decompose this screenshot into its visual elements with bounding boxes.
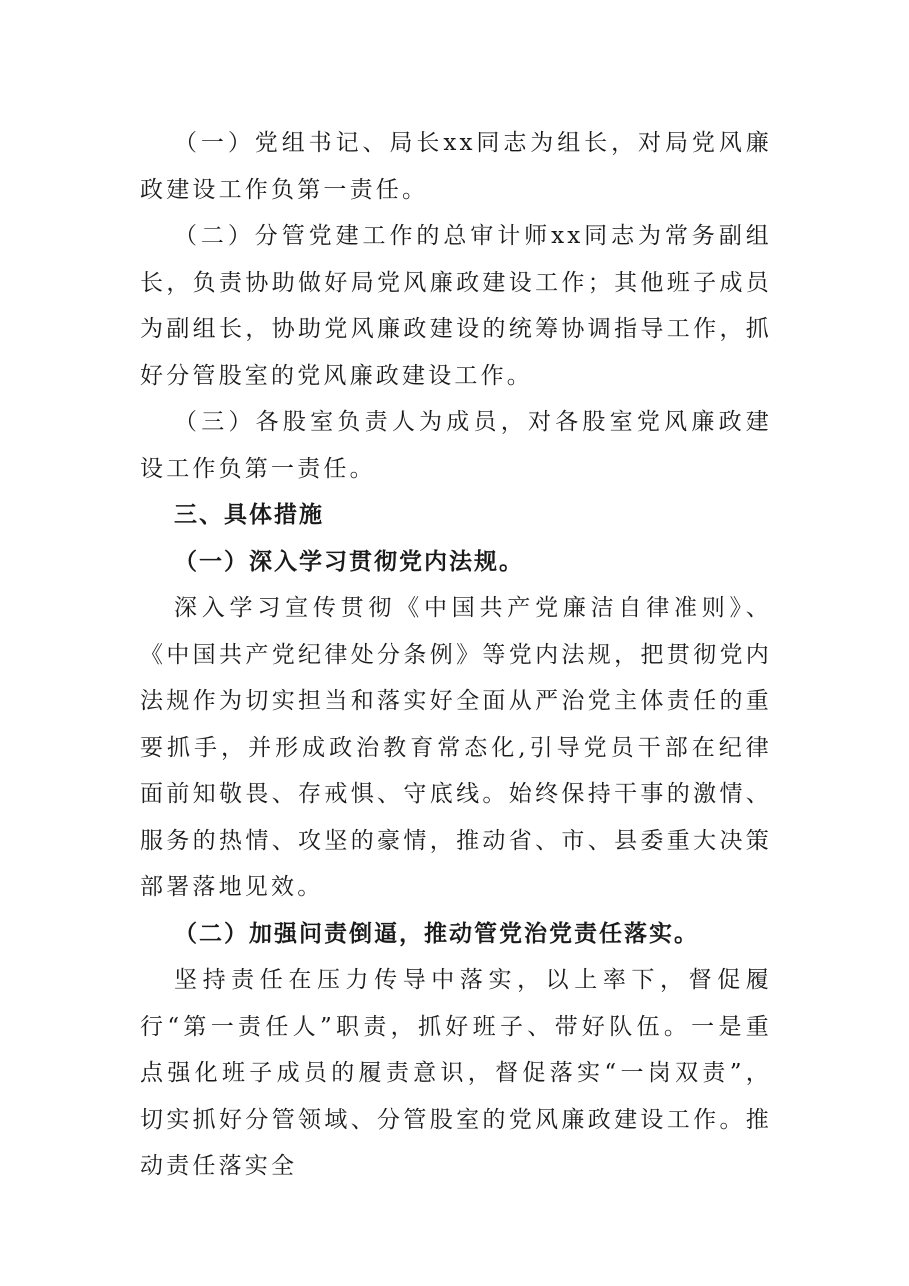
paragraph-study-regulations: 深入学习宣传贯彻《中国共产党廉洁自律准则》、《中国共产党纪律处分条例》等党内法规，把贯彻党内法规作为切实担当和落实好全面从严治党主体责任的重要抓手，并形成政治教育常态化,引导党员干部在纪律面前知敬畏、存戒惧、守底线。始终保持干事的激情、服务的热情、攻坚的豪情，推动省、市、县委重大决策部署落地见效。 xyxy=(140,595,772,900)
document-body xyxy=(140,120,772,1190)
paragraph-leader: （一）党组书记、局长xx同志为组长，对局党风廉政建设工作负第一责任。 xyxy=(140,130,772,203)
paragraph-members: （三）各股室负责人为成员，对各股室党风廉政建设工作负第一责任。 xyxy=(140,409,772,482)
subheading-accountability: （二）加强问责倒逼，推动管党治党责任落实。 xyxy=(174,920,699,947)
paragraph-deputy-leader: （二）分管党建工作的总审计师xx同志为常务副组长，负责协助做好局党风廉政建设工作；其他班子成员为副组长，协助党风廉政建设的统筹协调指导工作，抓好分管股室的党风廉政建设工作。 xyxy=(140,223,772,389)
section-heading-measures: 三、具体措施 xyxy=(174,502,324,528)
subheading-study-regulations: （一）深入学习贯彻党内法规。 xyxy=(174,548,524,575)
paragraph-accountability: 坚持责任在压力传导中落实，以上率下，督促履行“第一责任人”职责，抓好班子、带好队伍。一是重点强化班子成员的履责意识，督促落实“一岗双责”，切实抓好分管领域、分管股室的党风廉政建设工作。推动责任落实全 xyxy=(140,967,772,1179)
